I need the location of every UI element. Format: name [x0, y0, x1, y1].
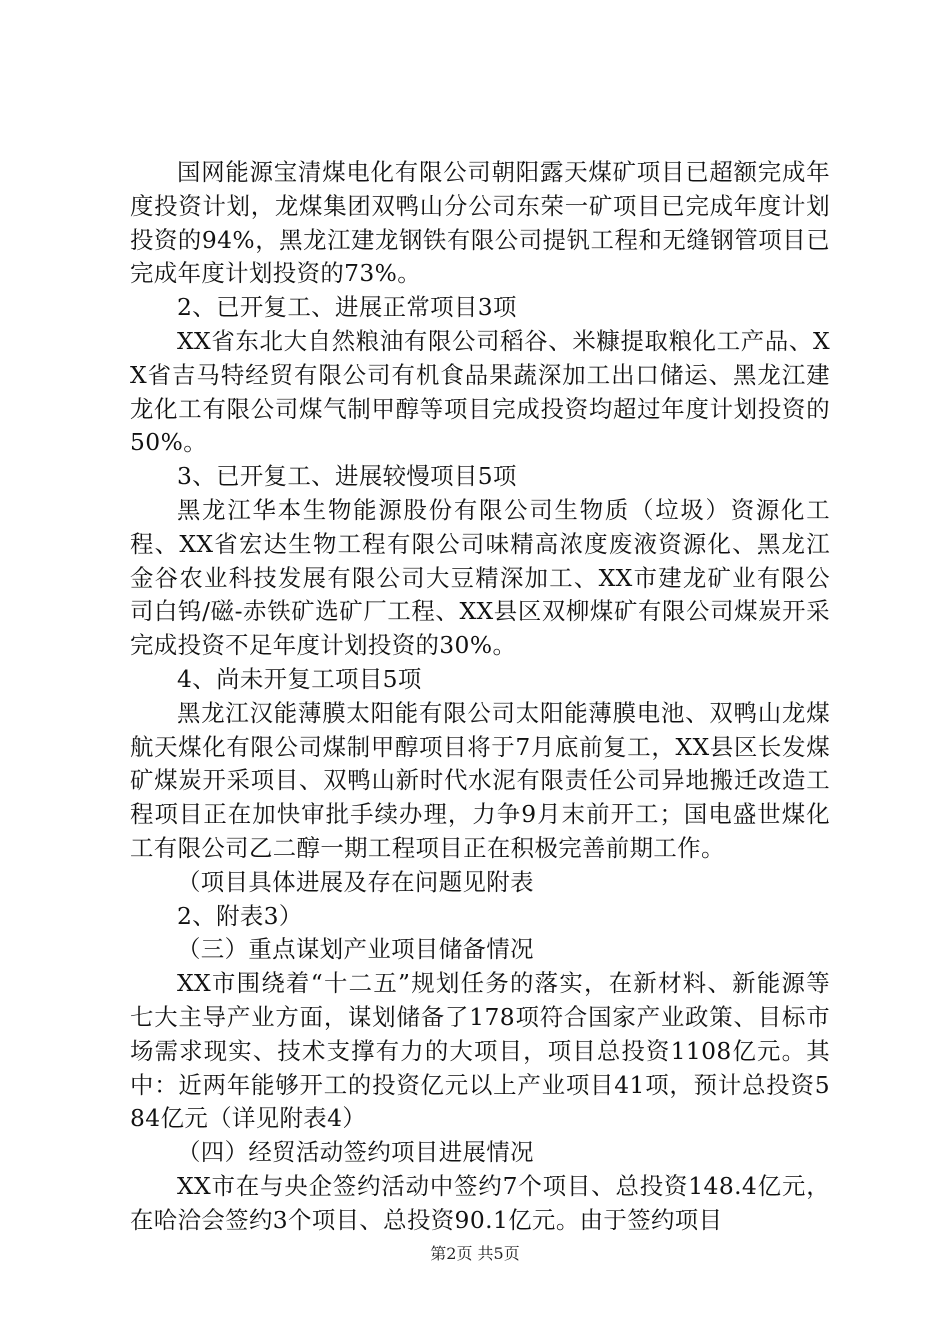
paragraph-5: 黑龙江华本生物能源股份有限公司生物质（垃圾）资源化工程、XX省宏达生物工程有限公司味精高浓度废液资源化、黑龙江金谷农业科技发展有限公司大豆精深加工、XX市建龙矿业有限公司白钨/磁-赤铁矿选矿厂工程、XX县区双柳煤矿有限公司煤炭开采完成投资不足年度计划投资的30%。	[130, 495, 830, 660]
paragraph-12-heading: （四）经贸活动签约项目进展情况	[177, 1138, 534, 1167]
paragraph-4-heading: 3、已开复工、进展较慢项目5项	[177, 462, 517, 491]
paragraph-11: XX市围绕着“十二五”规划任务的落实，在新材料、新能源等七大主导产业方面，谋划储备了178项符合国家产业政策、目标市场需求现实、技术支撑有力的大项目，项目总投资1108亿元。其中：近两年能够开工的投资亿元以上产业项目41项，预计总投资584亿元（详见附表4）	[130, 969, 830, 1133]
page-footer	[0, 1244, 950, 1264]
paragraph-1: 国网能源宝清煤电化有限公司朝阳露天煤矿项目已超额完成年度投资计划，龙煤集团双鸭山分公司东荣一矿项目已完成年度计划投资的94%，黑龙江建龙钢铁有限公司提钒工程和无缝钢管项目已完成年度计划投资的73%。	[130, 158, 830, 288]
paragraph-6-heading: 4、尚未开复工项目5项	[177, 664, 422, 693]
paragraph-3: XX省东北大自然粮油有限公司稻谷、米糠提取粮化工产品、XX省吉马特经贸有限公司有机食品果蔬深加工出口储运、黑龙江建龙化工有限公司煤气制甲醇等项目完成投资均超过年度计划投资的50%。	[130, 326, 830, 457]
paragraph-2-heading: 2、已开复工、进展正常项目3项	[177, 293, 517, 322]
paragraph-7: 黑龙江汉能薄膜太阳能有限公司太阳能薄膜电池、双鸭山龙煤航天煤化有限公司煤制甲醇项目将于7月底前复工，XX县区长发煤矿煤炭开采项目、双鸭山新时代水泥有限责任公司异地搬迁改造工程项目正在加快审批手续办理，力争9月末前开工；国电盛世煤化工有限公司乙二醇一期工程项目正在积极完善前期工作。	[130, 698, 830, 862]
paragraph-8: （项目具体进展及存在问题见附表	[177, 867, 534, 896]
paragraph-10-heading: （三）重点谋划产业项目储备情况	[177, 935, 534, 964]
paragraph-9: 2、附表3）	[177, 901, 303, 930]
paragraph-13: XX市在与央企签约活动中签约7个项目、总投资148.4亿元，在哈洽会签约3个项目、总投资90.1亿元。由于签约项目	[130, 1171, 830, 1234]
total-pages: 共5页	[477, 1244, 520, 1263]
page-number: 第2页	[430, 1244, 473, 1263]
document-body	[130, 156, 830, 1238]
